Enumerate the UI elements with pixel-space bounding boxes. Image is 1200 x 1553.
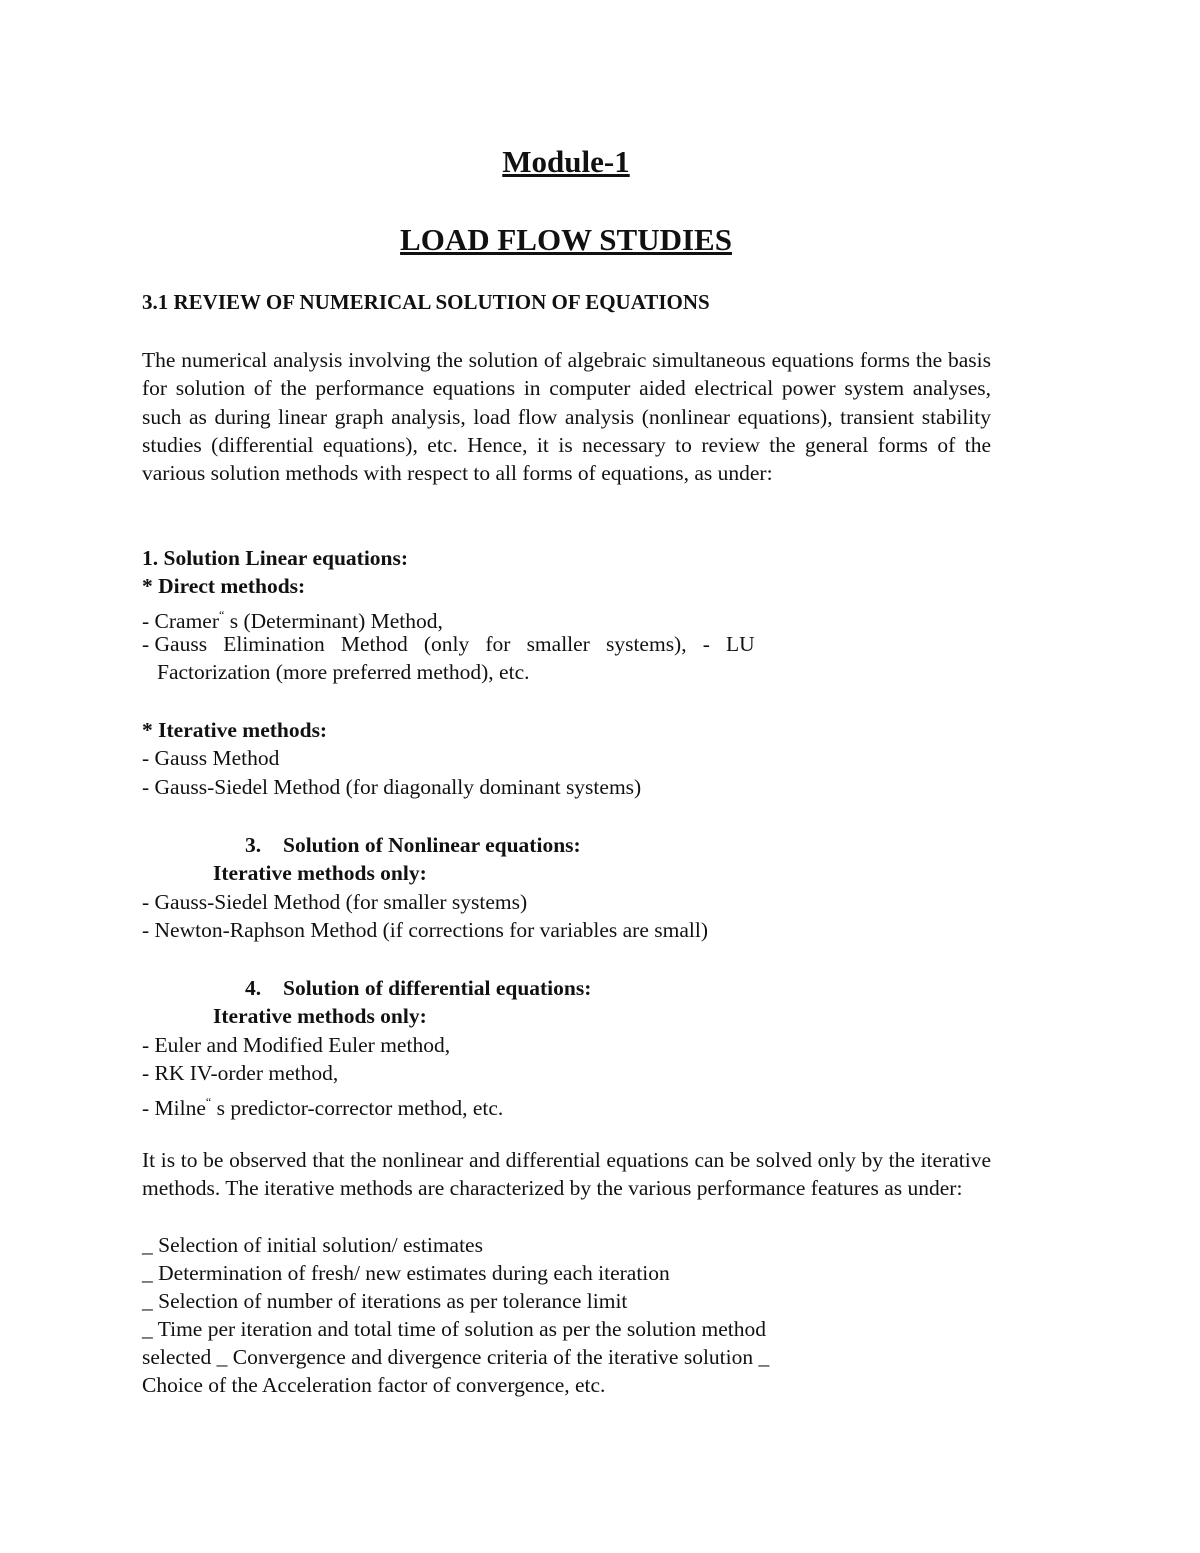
milne-item	[142, 1088, 503, 1122]
cramer-suffix: s (Determinant) Method,	[224, 609, 443, 633]
gauss-elimination-item: - Gauss Elimination Method (only for smaller systems), - LU	[142, 632, 755, 656]
euler-item: - Euler and Modified Euler method,	[142, 1033, 451, 1057]
milne-suffix: s predictor-corrector method, etc.	[211, 1096, 504, 1120]
milne-quote-mark: “	[205, 1095, 212, 1109]
milne-prefix: - Milne	[142, 1096, 206, 1120]
differential-subheading: Iterative methods only:	[213, 1004, 427, 1028]
feature-item: _ Selection of number of iterations as per tolerance limit	[142, 1289, 628, 1313]
gauss-siedel-item: - Gauss-Siedel Method (for diagonally dominant systems)	[142, 775, 642, 799]
nonlinear-gauss-siedel-item: - Gauss-Siedel Method (for smaller systems)	[142, 890, 528, 914]
main-title: LOAD FLOW STUDIES	[400, 222, 732, 257]
linear-heading: 1. Solution Linear equations:	[142, 546, 409, 570]
feature-item: Choice of the Acceleration factor of convergence, etc.	[142, 1373, 606, 1397]
module-title: Module-1	[502, 144, 630, 179]
direct-methods-heading: * Direct methods:	[142, 574, 306, 598]
feature-item: _ Selection of initial solution/ estimates	[142, 1233, 483, 1257]
closing-paragraph	[142, 1146, 991, 1203]
iterative-methods-heading: * Iterative methods:	[142, 718, 328, 742]
nonlinear-heading: Solution of Nonlinear equations:	[283, 833, 581, 857]
differential-heading: Solution of differential equations:	[283, 976, 592, 1000]
differential-number: 4.	[245, 976, 262, 1000]
cramer-quote-mark: “	[219, 608, 225, 622]
closing-paragraph-text: It is to be observed that the nonlinear and differential equations can be solved only by the iterative methods. The iterative methods are characterized by the various performance features as under:	[142, 1148, 991, 1201]
feature-item: _ Time per iteration and total time of solution as per the solution method	[142, 1317, 767, 1341]
newton-raphson-item: - Newton-Raphson Method (if corrections for variables are small)	[142, 918, 708, 942]
feature-item: _ Determination of fresh/ new estimates during each iteration	[142, 1261, 670, 1285]
intro-paragraph-text: The numerical analysis involving the solution of algebraic simultaneous equations forms the basis for solution of the performance equations in computer aided electrical power system analyses, such as during linear graph analysis, load flow analysis (nonlinear equations), transient stability studies (differential equations), etc. Hence, it is necessary to review the general forms of the various solution methods with respect to all forms of equations, as under:	[142, 348, 991, 486]
rk-iv-item: - RK IV-order method,	[142, 1061, 339, 1085]
section-heading: 3.1 REVIEW OF NUMERICAL SOLUTION OF EQUATIONS	[142, 290, 710, 314]
nonlinear-subheading: Iterative methods only:	[213, 861, 427, 885]
feature-item: selected _ Convergence and divergence criteria of the iterative solution _	[142, 1345, 770, 1369]
nonlinear-number: 3.	[245, 833, 262, 857]
intro-paragraph	[142, 346, 991, 487]
lu-factorization-item: Factorization (more preferred method), etc.	[157, 660, 530, 684]
gauss-method-item: - Gauss Method	[142, 746, 280, 770]
cramer-prefix: - Cramer	[142, 609, 220, 633]
